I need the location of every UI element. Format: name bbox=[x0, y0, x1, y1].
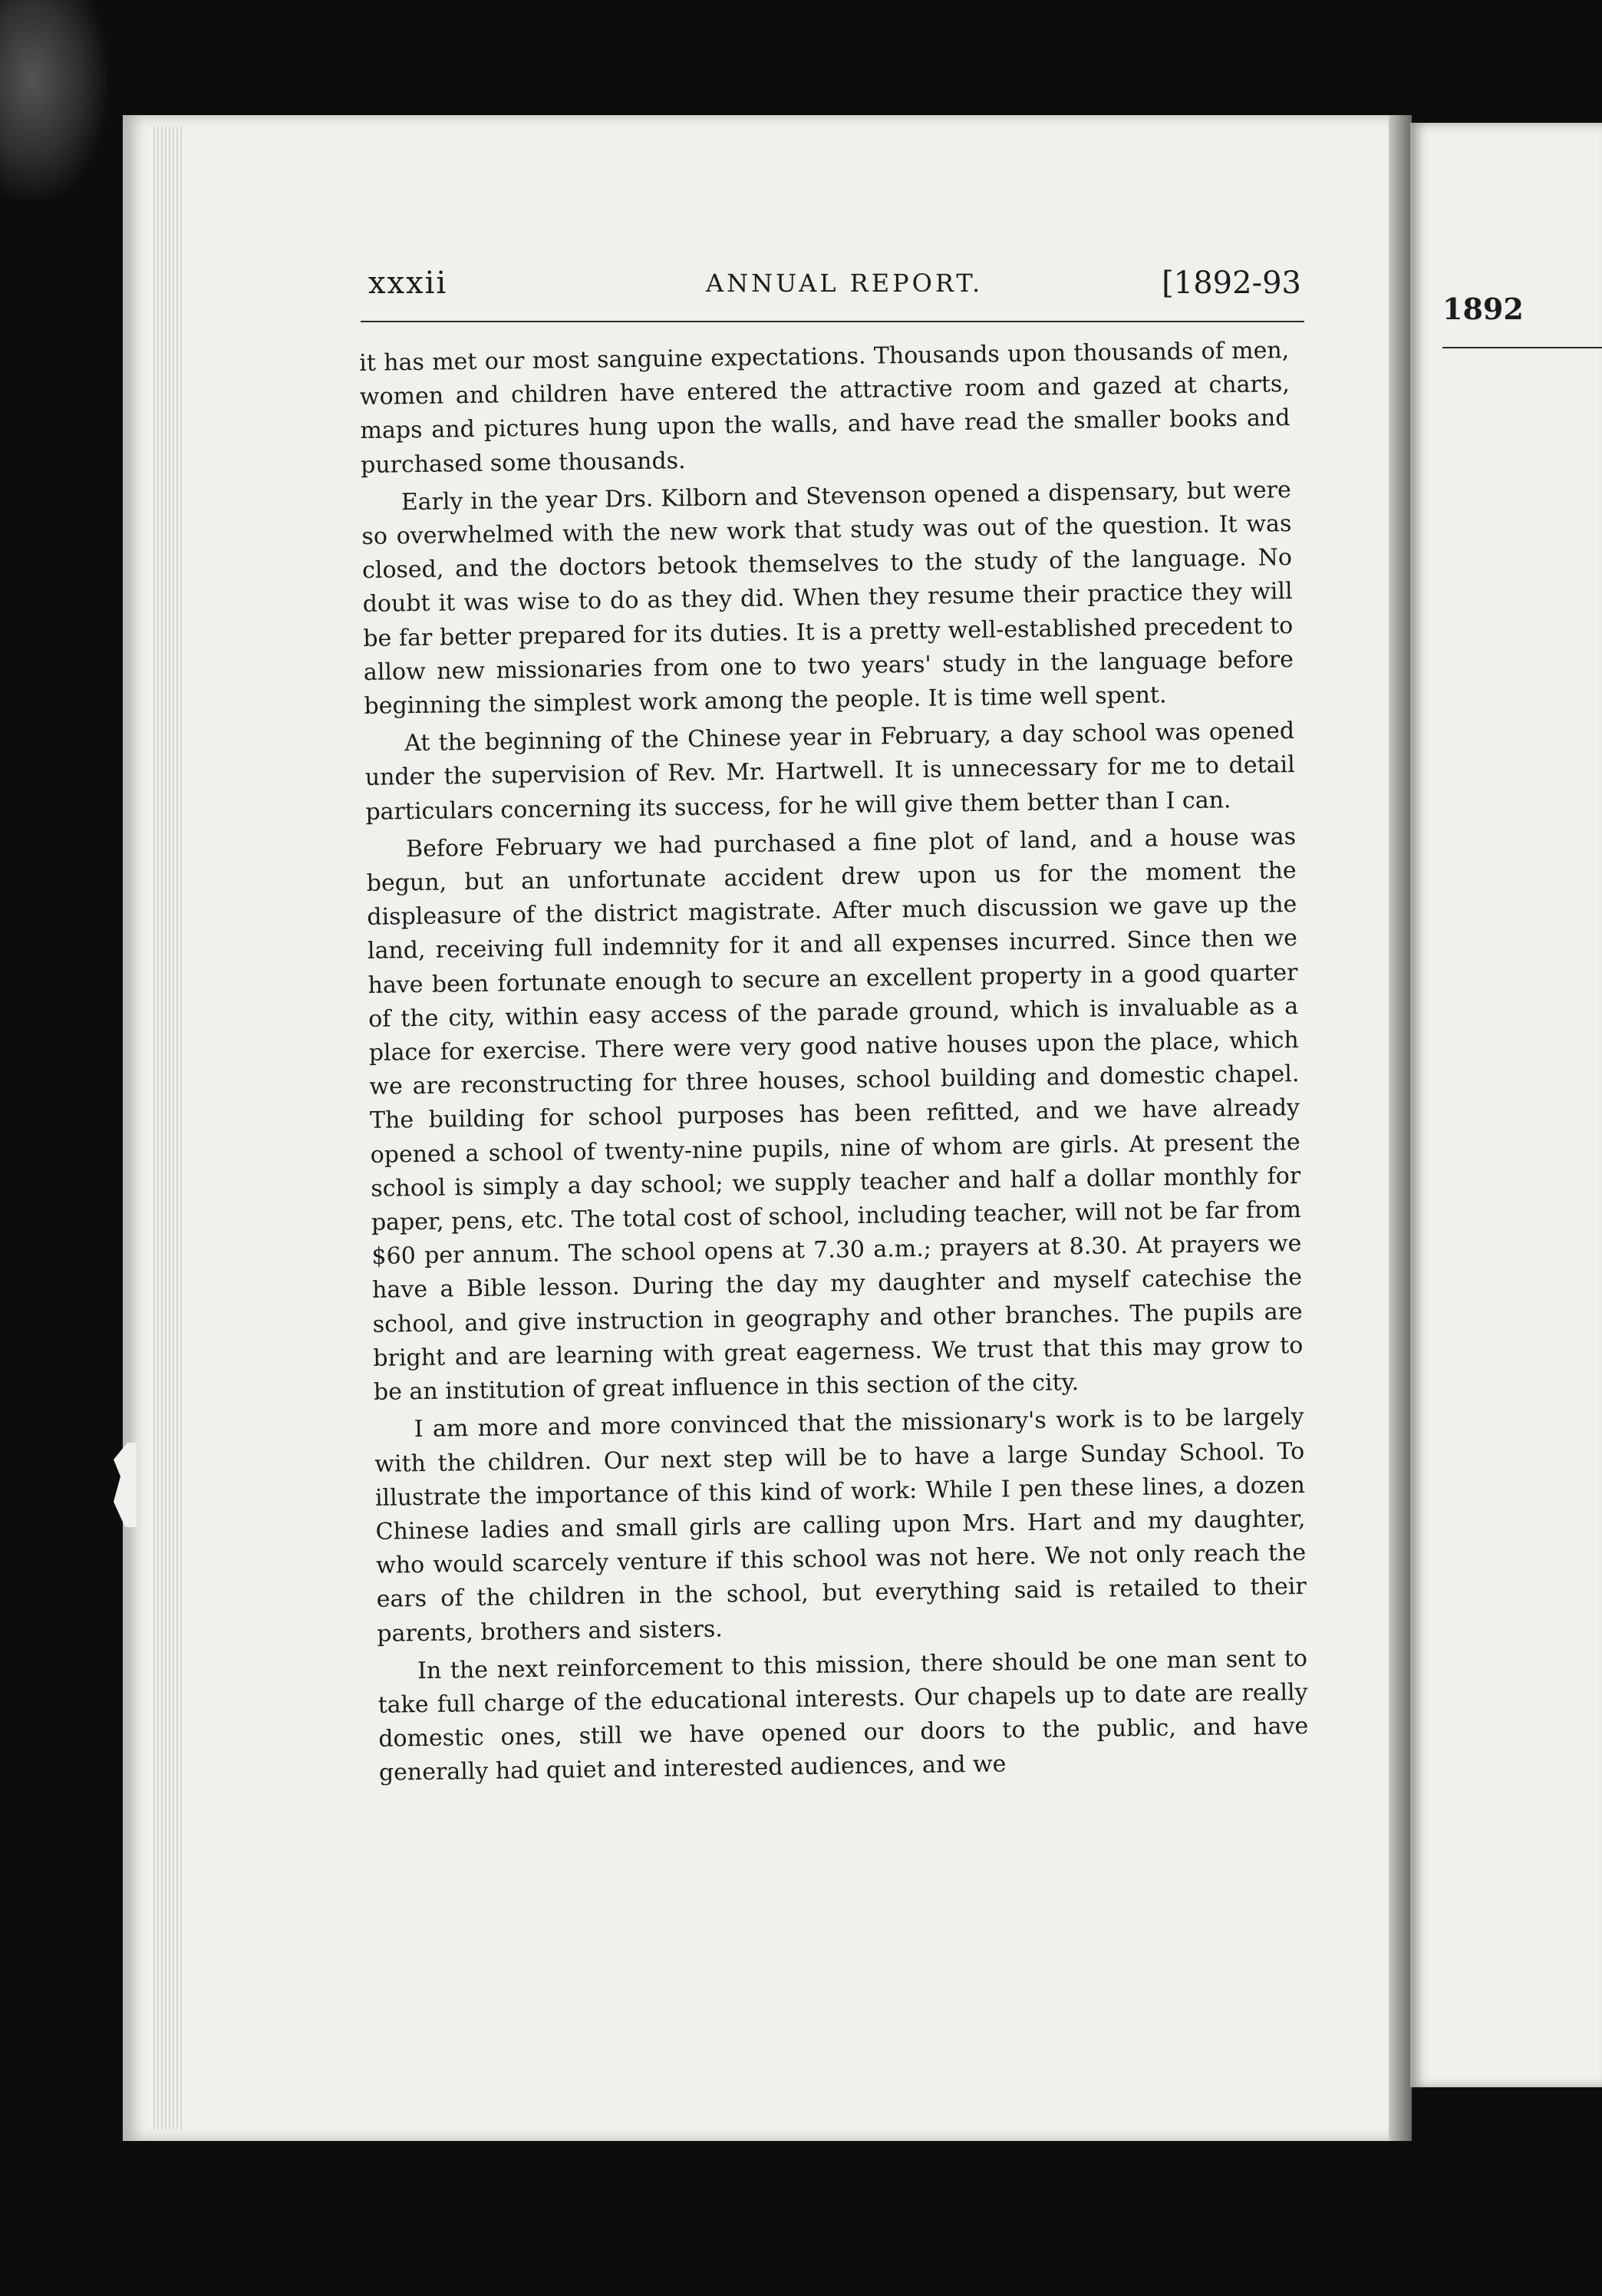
torn-page-edge bbox=[114, 1443, 137, 1527]
running-header bbox=[361, 259, 1304, 313]
body-text bbox=[359, 334, 1309, 1794]
paragraph: At the beginning of the Chinese year in February, a day school was opened under the supervision of Rev. Mr. Hartwell. It is unnecessary for me to detail particulars concerning its success, for he will give them better than I can. bbox=[364, 718, 1295, 826]
paragraph: I am more and more convinced that the missionary's work is to be largely with the children. Our next step will be to have a large Sunday School. To illustrate the importance of this kind of work: While I pen these lines, a dozen Chinese ladies and small girls are calling upon Mrs. Hart and my daughter, who would scarcely venture if this school was not here. We not only reach the ears of the children in the school, but everything said is retailed to their parents, brothers and sisters. bbox=[374, 1404, 1307, 1648]
header-rule bbox=[361, 321, 1304, 322]
year-range: [1892-93 bbox=[1162, 266, 1301, 301]
paragraph: it has met our most sanguine expectations. Thousands upon thousands of men, women and children have entered the attractive room and gazed at charts, maps and pictures hung upon the walls, and have read the smaller books and purchased some thousands. bbox=[359, 337, 1290, 479]
paragraph: Before February we had purchased a fine plot of land, and a house was begun, but an unfortunate accident drew upon us for the moment the displeasure of the district magistrate. After much discussion we gave up the land, receiving full indemnity for it and all expenses incurred. Since then we have been fortunate enough to secure an excellent property in a good quarter of the city, within easy access of the parade ground, which is invaluable as a place for exercise. There were very good native houses upon the place, which we are reconstructing for three houses, school building and domestic chapel. The building for school purposes has been refitted, and we have already opened a school of twenty-nine pupils, nine of whom are girls. At present the school is simply a day school; we supply teacher and half a dollar monthly for paper, pens, etc. The total cost of school, including teacher, will not be far from $60 per annum. The school opens at 7.30 a.m.; prayers at 8.30. At prayers we have a Bible lesson. During the day my daughter and myself catechise the school, and give instruction in geography and other branches. The pupils are bright and are learning with great eagerness. We trust that this may grow to be an institution of great influence in this section of the city. bbox=[366, 823, 1304, 1406]
paragraph: In the next reinforcement to this mission, there should be one man sent to take full charge of the educational interests. Our chapels up to date are really domestic ones, still we have opened our doors to the public, and have generally had quiet and interested audiences, and we bbox=[377, 1644, 1309, 1787]
right-page bbox=[1410, 123, 1602, 2087]
page-number: xxxii bbox=[368, 266, 448, 301]
scan-artifact bbox=[0, 0, 107, 200]
right-header-rule bbox=[1442, 347, 1602, 348]
running-title: ANNUAL REPORT. bbox=[706, 269, 984, 298]
right-page-header: 1892 bbox=[1442, 292, 1524, 326]
page-edges bbox=[153, 127, 184, 2129]
paragraph: Early in the year Drs. Kilborn and Stevenson opened a dispensary, but were so overwhelmed with the new work that study was out of the question. It was closed, and the doctors betook themselves to the study of the language. No doubt it was wise to do as they did. When they resume their practice they will be far better prepared for its duties. It is a pretty well-established precedent to allow new missionaries from one to two years' study in the language before beginning the simplest work among the people. It is time well spent. bbox=[361, 476, 1294, 720]
book-gutter bbox=[1389, 115, 1412, 2141]
